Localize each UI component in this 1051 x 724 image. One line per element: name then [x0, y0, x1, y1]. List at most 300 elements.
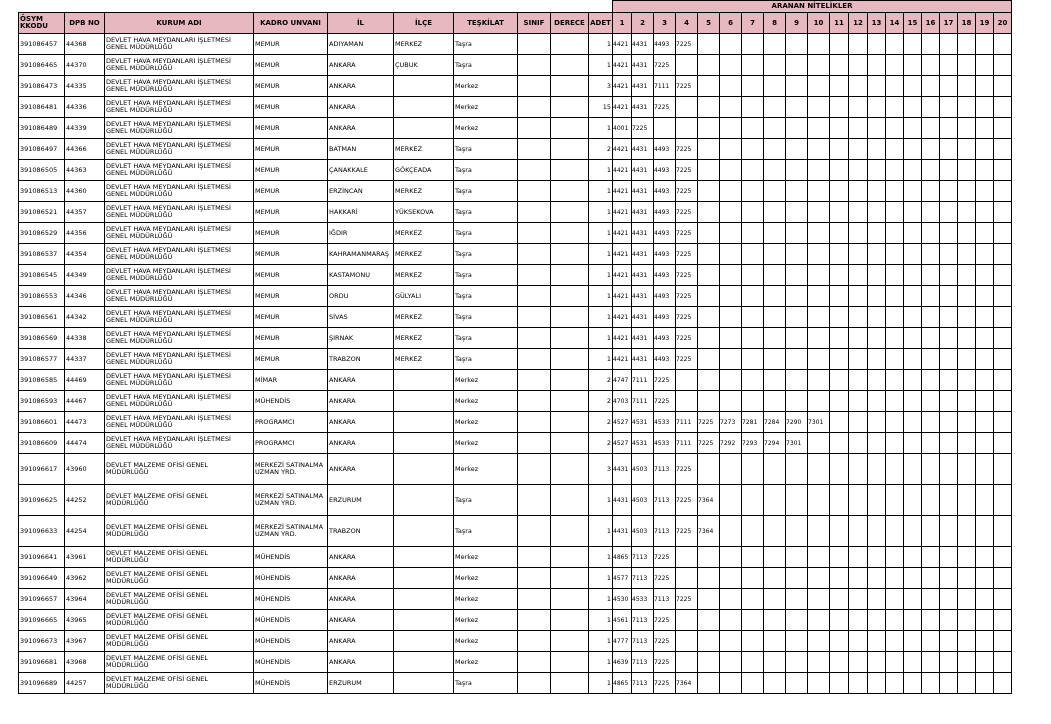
cell-sinif — [518, 181, 551, 202]
cell-nitelik-4 — [676, 547, 698, 568]
cell-teskilat: Taşra — [454, 181, 518, 202]
cell-nitelik-1: 4421 — [613, 223, 632, 244]
cell-nitelik-20 — [994, 631, 1012, 652]
table-row — [19, 454, 1012, 485]
cell-kadro-unvani: MÜHENDİS — [254, 673, 328, 694]
cell-nitelik-15 — [904, 244, 922, 265]
cell-nitelik-8 — [764, 328, 786, 349]
cell-nitelik-2: 4431 — [632, 34, 654, 55]
cell-nitelik-20 — [994, 244, 1012, 265]
cell-nitelik-5 — [698, 55, 720, 76]
cell-nitelik-7 — [742, 286, 764, 307]
cell-nitelik-12 — [849, 349, 868, 370]
cell-nitelik-18 — [958, 610, 976, 631]
cell-nitelik-15 — [904, 412, 922, 433]
cell-nitelik-9 — [786, 516, 808, 547]
cell-nitelik-7 — [742, 391, 764, 412]
cell-teskilat: Merkez — [454, 118, 518, 139]
cell-sinif — [518, 547, 551, 568]
cell-adet: 3 — [589, 454, 613, 485]
cell-adet: 1 — [589, 202, 613, 223]
cell-nitelik-10 — [808, 516, 830, 547]
cell-derece — [551, 589, 589, 610]
cell-nitelik-9 — [786, 547, 808, 568]
table-row — [19, 55, 1012, 76]
cell-nitelik-7 — [742, 485, 764, 516]
cell-nitelik-10 — [808, 160, 830, 181]
cell-kurum-adi: DEVLET HAVA MEYDANLARI İŞLETMESİ GENEL MÜDÜRLÜĞÜ — [105, 391, 254, 412]
cell-nitelik-5 — [698, 139, 720, 160]
cell-nitelik-7 — [742, 516, 764, 547]
cell-nitelik-15 — [904, 370, 922, 391]
table-row — [19, 589, 1012, 610]
cell-sinif — [518, 202, 551, 223]
cell-dpb-no: 44360 — [65, 181, 105, 202]
cell-ilce — [394, 547, 454, 568]
cell-sinif — [518, 631, 551, 652]
cell-nitelik-13 — [868, 76, 886, 97]
cell-nitelik-16 — [922, 202, 940, 223]
cell-nitelik-2: 7111 — [632, 370, 654, 391]
cell-osym-kkodu: 391096625 — [19, 485, 65, 516]
cell-nitelik-13 — [868, 118, 886, 139]
cell-nitelik-20 — [994, 307, 1012, 328]
cell-nitelik-18 — [958, 223, 976, 244]
cell-nitelik-2: 4431 — [632, 328, 654, 349]
cell-adet: 1 — [589, 118, 613, 139]
cell-ilce — [394, 97, 454, 118]
cell-nitelik-9 — [786, 370, 808, 391]
cell-ilce: MERKEZ — [394, 34, 454, 55]
cell-adet: 2 — [589, 370, 613, 391]
cell-nitelik-8 — [764, 610, 786, 631]
cell-nitelik-16 — [922, 610, 940, 631]
cell-nitelik-7 — [742, 589, 764, 610]
cell-nitelik-9 — [786, 286, 808, 307]
cell-nitelik-2: 4503 — [632, 516, 654, 547]
cell-adet: 2 — [589, 412, 613, 433]
cell-nitelik-12 — [849, 223, 868, 244]
cell-nitelik-9 — [786, 610, 808, 631]
cell-adet: 1 — [589, 181, 613, 202]
cell-nitelik-6 — [720, 223, 742, 244]
cell-dpb-no: 44473 — [65, 412, 105, 433]
cell-osym-kkodu: 391096689 — [19, 673, 65, 694]
cell-sinif — [518, 307, 551, 328]
cell-nitelik-1: 4421 — [613, 202, 632, 223]
cell-nitelik-10 — [808, 34, 830, 55]
cell-nitelik-15 — [904, 265, 922, 286]
cell-nitelik-14 — [886, 391, 904, 412]
cell-nitelik-3: 7225 — [654, 55, 676, 76]
cell-nitelik-12 — [849, 307, 868, 328]
table-row — [19, 485, 1012, 516]
cell-nitelik-7 — [742, 547, 764, 568]
cell-nitelik-2: 4431 — [632, 223, 654, 244]
cell-nitelik-16 — [922, 433, 940, 454]
cell-il: ANKARA — [328, 97, 394, 118]
cell-adet: 15 — [589, 97, 613, 118]
cell-nitelik-15 — [904, 610, 922, 631]
cell-kurum-adi: DEVLET HAVA MEYDANLARI İŞLETMESİ GENEL MÜDÜRLÜĞÜ — [105, 349, 254, 370]
cell-nitelik-5 — [698, 631, 720, 652]
cell-nitelik-7 — [742, 568, 764, 589]
cell-ilce — [394, 370, 454, 391]
cell-nitelik-20 — [994, 34, 1012, 55]
cell-osym-kkodu: 391086601 — [19, 412, 65, 433]
cell-nitelik-11 — [830, 547, 849, 568]
cell-teskilat: Taşra — [454, 286, 518, 307]
cell-nitelik-10 — [808, 76, 830, 97]
table-row — [19, 547, 1012, 568]
table-row — [19, 223, 1012, 244]
cell-nitelik-8 — [764, 34, 786, 55]
cell-nitelik-20 — [994, 454, 1012, 485]
cell-nitelik-3: 7113 — [654, 589, 676, 610]
cell-il: ERZİNCAN — [328, 181, 394, 202]
cell-nitelik-3: 4493 — [654, 307, 676, 328]
cell-nitelik-6 — [720, 589, 742, 610]
cell-derece — [551, 202, 589, 223]
document-sheet — [18, 0, 1012, 694]
col-header-adet: ADET — [589, 13, 613, 34]
cell-kurum-adi: DEVLET HAVA MEYDANLARI İŞLETMESİ GENEL MÜDÜRLÜĞÜ — [105, 34, 254, 55]
cell-nitelik-19 — [976, 454, 994, 485]
cell-nitelik-17 — [940, 370, 958, 391]
cell-nitelik-8 — [764, 454, 786, 485]
cell-nitelik-1: 4421 — [613, 160, 632, 181]
cell-nitelik-11 — [830, 412, 849, 433]
cell-nitelik-7 — [742, 328, 764, 349]
cell-adet: 1 — [589, 307, 613, 328]
cell-derece — [551, 370, 589, 391]
cell-nitelik-10 — [808, 286, 830, 307]
cell-nitelik-4: 7111 — [676, 433, 698, 454]
col-header-nitelik-6: 6 — [720, 13, 742, 34]
cell-dpb-no: 44346 — [65, 286, 105, 307]
cell-nitelik-15 — [904, 485, 922, 516]
cell-nitelik-14 — [886, 139, 904, 160]
cell-nitelik-9 — [786, 34, 808, 55]
cell-teskilat: Merkez — [454, 391, 518, 412]
cell-nitelik-9 — [786, 139, 808, 160]
cell-nitelik-2: 7113 — [632, 568, 654, 589]
cell-il: ANKARA — [328, 370, 394, 391]
cell-nitelik-11 — [830, 244, 849, 265]
cell-nitelik-12 — [849, 97, 868, 118]
cell-adet: 1 — [589, 34, 613, 55]
cell-teskilat: Taşra — [454, 328, 518, 349]
cell-nitelik-4 — [676, 391, 698, 412]
cell-kurum-adi: DEVLET HAVA MEYDANLARI İŞLETMESİ GENEL MÜDÜRLÜĞÜ — [105, 97, 254, 118]
cell-derece — [551, 673, 589, 694]
cell-nitelik-13 — [868, 568, 886, 589]
cell-osym-kkodu: 391096657 — [19, 589, 65, 610]
cell-teskilat: Taşra — [454, 516, 518, 547]
cell-nitelik-5 — [698, 76, 720, 97]
cell-il: ANKARA — [328, 55, 394, 76]
col-header-teskilat: TEŞKİLAT — [454, 13, 518, 34]
cell-nitelik-11 — [830, 673, 849, 694]
cell-nitelik-7 — [742, 610, 764, 631]
cell-teskilat: Merkez — [454, 370, 518, 391]
cell-kadro-unvani: MÜHENDİS — [254, 589, 328, 610]
cell-teskilat: Taşra — [454, 34, 518, 55]
cell-nitelik-6 — [720, 55, 742, 76]
cell-il: TRABZON — [328, 516, 394, 547]
cell-nitelik-6 — [720, 76, 742, 97]
cell-nitelik-17 — [940, 76, 958, 97]
cell-nitelik-18 — [958, 454, 976, 485]
cell-nitelik-12 — [849, 34, 868, 55]
cell-nitelik-10 — [808, 391, 830, 412]
cell-nitelik-10 — [808, 433, 830, 454]
col-header-nitelik-3: 3 — [654, 13, 676, 34]
cell-nitelik-10 — [808, 673, 830, 694]
cell-nitelik-10 — [808, 202, 830, 223]
cell-nitelik-20 — [994, 516, 1012, 547]
cell-nitelik-5 — [698, 673, 720, 694]
cell-nitelik-16 — [922, 631, 940, 652]
cell-nitelik-18 — [958, 433, 976, 454]
cell-nitelik-10 — [808, 589, 830, 610]
cell-nitelik-19 — [976, 307, 994, 328]
cell-kurum-adi: DEVLET MALZEME OFİSİ GENEL MÜDÜRLÜĞÜ — [105, 568, 254, 589]
cell-osym-kkodu: 391086513 — [19, 181, 65, 202]
cell-osym-kkodu: 391096673 — [19, 631, 65, 652]
cell-sinif — [518, 568, 551, 589]
cell-nitelik-10 — [808, 55, 830, 76]
cell-nitelik-8 — [764, 286, 786, 307]
cell-nitelik-2: 4431 — [632, 286, 654, 307]
cell-nitelik-8 — [764, 181, 786, 202]
cell-adet: 1 — [589, 547, 613, 568]
cell-derece — [551, 454, 589, 485]
cell-nitelik-19 — [976, 202, 994, 223]
cell-adet: 2 — [589, 139, 613, 160]
col-header-dpb-no: DPB NO — [65, 13, 105, 34]
cell-adet: 1 — [589, 223, 613, 244]
cell-kadro-unvani: MEMUR — [254, 286, 328, 307]
cell-nitelik-4: 7225 — [676, 516, 698, 547]
cell-osym-kkodu: 391086489 — [19, 118, 65, 139]
cell-nitelik-14 — [886, 349, 904, 370]
cell-sinif — [518, 391, 551, 412]
cell-nitelik-10 — [808, 97, 830, 118]
header-spacer — [19, 1, 613, 13]
cell-nitelik-8 — [764, 589, 786, 610]
cell-kadro-unvani: MÜHENDİS — [254, 391, 328, 412]
cell-nitelik-5 — [698, 265, 720, 286]
cell-dpb-no: 43965 — [65, 610, 105, 631]
cell-ilce: MERKEZ — [394, 307, 454, 328]
cell-nitelik-11 — [830, 589, 849, 610]
cell-nitelik-5 — [698, 286, 720, 307]
cell-nitelik-3: 7111 — [654, 76, 676, 97]
cell-nitelik-14 — [886, 118, 904, 139]
cell-nitelik-12 — [849, 652, 868, 673]
cell-nitelik-11 — [830, 139, 849, 160]
cell-nitelik-8 — [764, 568, 786, 589]
cell-nitelik-16 — [922, 485, 940, 516]
cell-nitelik-7: 7293 — [742, 433, 764, 454]
cell-teskilat: Merkez — [454, 97, 518, 118]
cell-nitelik-2: 4431 — [632, 349, 654, 370]
cell-nitelik-1: 4431 — [613, 485, 632, 516]
cell-sinif — [518, 34, 551, 55]
cell-sinif — [518, 673, 551, 694]
cell-kurum-adi: DEVLET HAVA MEYDANLARI İŞLETMESİ GENEL MÜDÜRLÜĞÜ — [105, 265, 254, 286]
cell-nitelik-8 — [764, 223, 786, 244]
cell-sinif — [518, 589, 551, 610]
cell-nitelik-6 — [720, 118, 742, 139]
cell-nitelik-5 — [698, 652, 720, 673]
cell-nitelik-6 — [720, 160, 742, 181]
cell-nitelik-16 — [922, 307, 940, 328]
cell-nitelik-6 — [720, 610, 742, 631]
cell-nitelik-15 — [904, 202, 922, 223]
cell-nitelik-6 — [720, 485, 742, 516]
cell-nitelik-8 — [764, 391, 786, 412]
cell-nitelik-9 — [786, 485, 808, 516]
cell-nitelik-9 — [786, 349, 808, 370]
cell-nitelik-15 — [904, 631, 922, 652]
cell-osym-kkodu: 391086505 — [19, 160, 65, 181]
cell-nitelik-18 — [958, 181, 976, 202]
cell-nitelik-1: 4421 — [613, 76, 632, 97]
cell-nitelik-1: 4703 — [613, 391, 632, 412]
cell-nitelik-17 — [940, 610, 958, 631]
cell-nitelik-16 — [922, 328, 940, 349]
cell-nitelik-3: 4493 — [654, 223, 676, 244]
cell-nitelik-14 — [886, 97, 904, 118]
cell-nitelik-5 — [698, 244, 720, 265]
cell-kadro-unvani: MÜHENDİS — [254, 568, 328, 589]
col-header-nitelik-1: 1 — [613, 13, 632, 34]
table-row — [19, 328, 1012, 349]
cell-nitelik-13 — [868, 265, 886, 286]
cell-nitelik-5: 7225 — [698, 412, 720, 433]
cell-sinif — [518, 349, 551, 370]
cell-nitelik-5 — [698, 391, 720, 412]
cell-nitelik-19 — [976, 610, 994, 631]
cell-nitelik-12 — [849, 412, 868, 433]
cell-dpb-no: 44257 — [65, 673, 105, 694]
cell-nitelik-4 — [676, 370, 698, 391]
cell-nitelik-12 — [849, 433, 868, 454]
cell-teskilat: Taşra — [454, 160, 518, 181]
cell-dpb-no: 44342 — [65, 307, 105, 328]
cell-nitelik-11 — [830, 454, 849, 485]
cell-nitelik-1: 4421 — [613, 97, 632, 118]
cell-derece — [551, 286, 589, 307]
cell-dpb-no: 44368 — [65, 34, 105, 55]
cell-il: ANKARA — [328, 433, 394, 454]
cell-nitelik-6 — [720, 652, 742, 673]
cell-ilce — [394, 412, 454, 433]
cell-osym-kkodu: 391086609 — [19, 433, 65, 454]
cell-ilce — [394, 610, 454, 631]
cell-nitelik-15 — [904, 328, 922, 349]
cell-nitelik-17 — [940, 34, 958, 55]
cell-nitelik-19 — [976, 485, 994, 516]
cell-nitelik-11 — [830, 55, 849, 76]
cell-nitelik-6 — [720, 391, 742, 412]
cell-teskilat: Merkez — [454, 652, 518, 673]
cell-nitelik-19 — [976, 433, 994, 454]
cell-teskilat: Merkez — [454, 610, 518, 631]
cell-nitelik-17 — [940, 391, 958, 412]
cell-teskilat: Merkez — [454, 589, 518, 610]
col-header-nitelik-16: 16 — [922, 13, 940, 34]
cell-nitelik-7 — [742, 673, 764, 694]
cell-sinif — [518, 328, 551, 349]
cell-ilce — [394, 454, 454, 485]
cell-kurum-adi: DEVLET HAVA MEYDANLARI İŞLETMESİ GENEL MÜDÜRLÜĞÜ — [105, 370, 254, 391]
cell-derece — [551, 610, 589, 631]
cell-dpb-no: 43967 — [65, 631, 105, 652]
cell-nitelik-15 — [904, 76, 922, 97]
cell-nitelik-19 — [976, 652, 994, 673]
cell-nitelik-20 — [994, 433, 1012, 454]
cell-sinif — [518, 55, 551, 76]
cell-nitelik-9 — [786, 265, 808, 286]
cell-nitelik-20 — [994, 412, 1012, 433]
cell-nitelik-10 — [808, 244, 830, 265]
cell-nitelik-5 — [698, 370, 720, 391]
cell-nitelik-7 — [742, 181, 764, 202]
cell-nitelik-9 — [786, 391, 808, 412]
cell-il: ANKARA — [328, 118, 394, 139]
cell-nitelik-13 — [868, 673, 886, 694]
cell-nitelik-18 — [958, 118, 976, 139]
cell-nitelik-12 — [849, 370, 868, 391]
cell-nitelik-12 — [849, 610, 868, 631]
cell-sinif — [518, 433, 551, 454]
cell-nitelik-8 — [764, 160, 786, 181]
cell-nitelik-12 — [849, 589, 868, 610]
cell-nitelik-13 — [868, 97, 886, 118]
cell-il: HAKKARİ — [328, 202, 394, 223]
cell-nitelik-19 — [976, 118, 994, 139]
cell-teskilat: Taşra — [454, 485, 518, 516]
cell-nitelik-4: 7225 — [676, 349, 698, 370]
cell-nitelik-5: 7364 — [698, 485, 720, 516]
cell-nitelik-4 — [676, 568, 698, 589]
cell-nitelik-6: 7292 — [720, 433, 742, 454]
cell-nitelik-17 — [940, 286, 958, 307]
cell-nitelik-3: 4493 — [654, 286, 676, 307]
cell-nitelik-12 — [849, 391, 868, 412]
cell-il: ANKARA — [328, 454, 394, 485]
cell-nitelik-4: 7225 — [676, 589, 698, 610]
cell-nitelik-7 — [742, 139, 764, 160]
cell-nitelik-8 — [764, 307, 786, 328]
cell-nitelik-4: 7225 — [676, 286, 698, 307]
cell-nitelik-20 — [994, 370, 1012, 391]
cell-nitelik-17 — [940, 433, 958, 454]
cell-nitelik-3: 4493 — [654, 34, 676, 55]
cell-adet: 1 — [589, 265, 613, 286]
cell-derece — [551, 328, 589, 349]
cell-nitelik-16 — [922, 97, 940, 118]
cell-teskilat: Taşra — [454, 244, 518, 265]
cell-teskilat: Taşra — [454, 139, 518, 160]
cell-kurum-adi: DEVLET MALZEME OFİSİ GENEL MÜDÜRLÜĞÜ — [105, 485, 254, 516]
cell-nitelik-10: 7301 — [808, 412, 830, 433]
cell-nitelik-7 — [742, 307, 764, 328]
cell-nitelik-3: 7225 — [654, 568, 676, 589]
